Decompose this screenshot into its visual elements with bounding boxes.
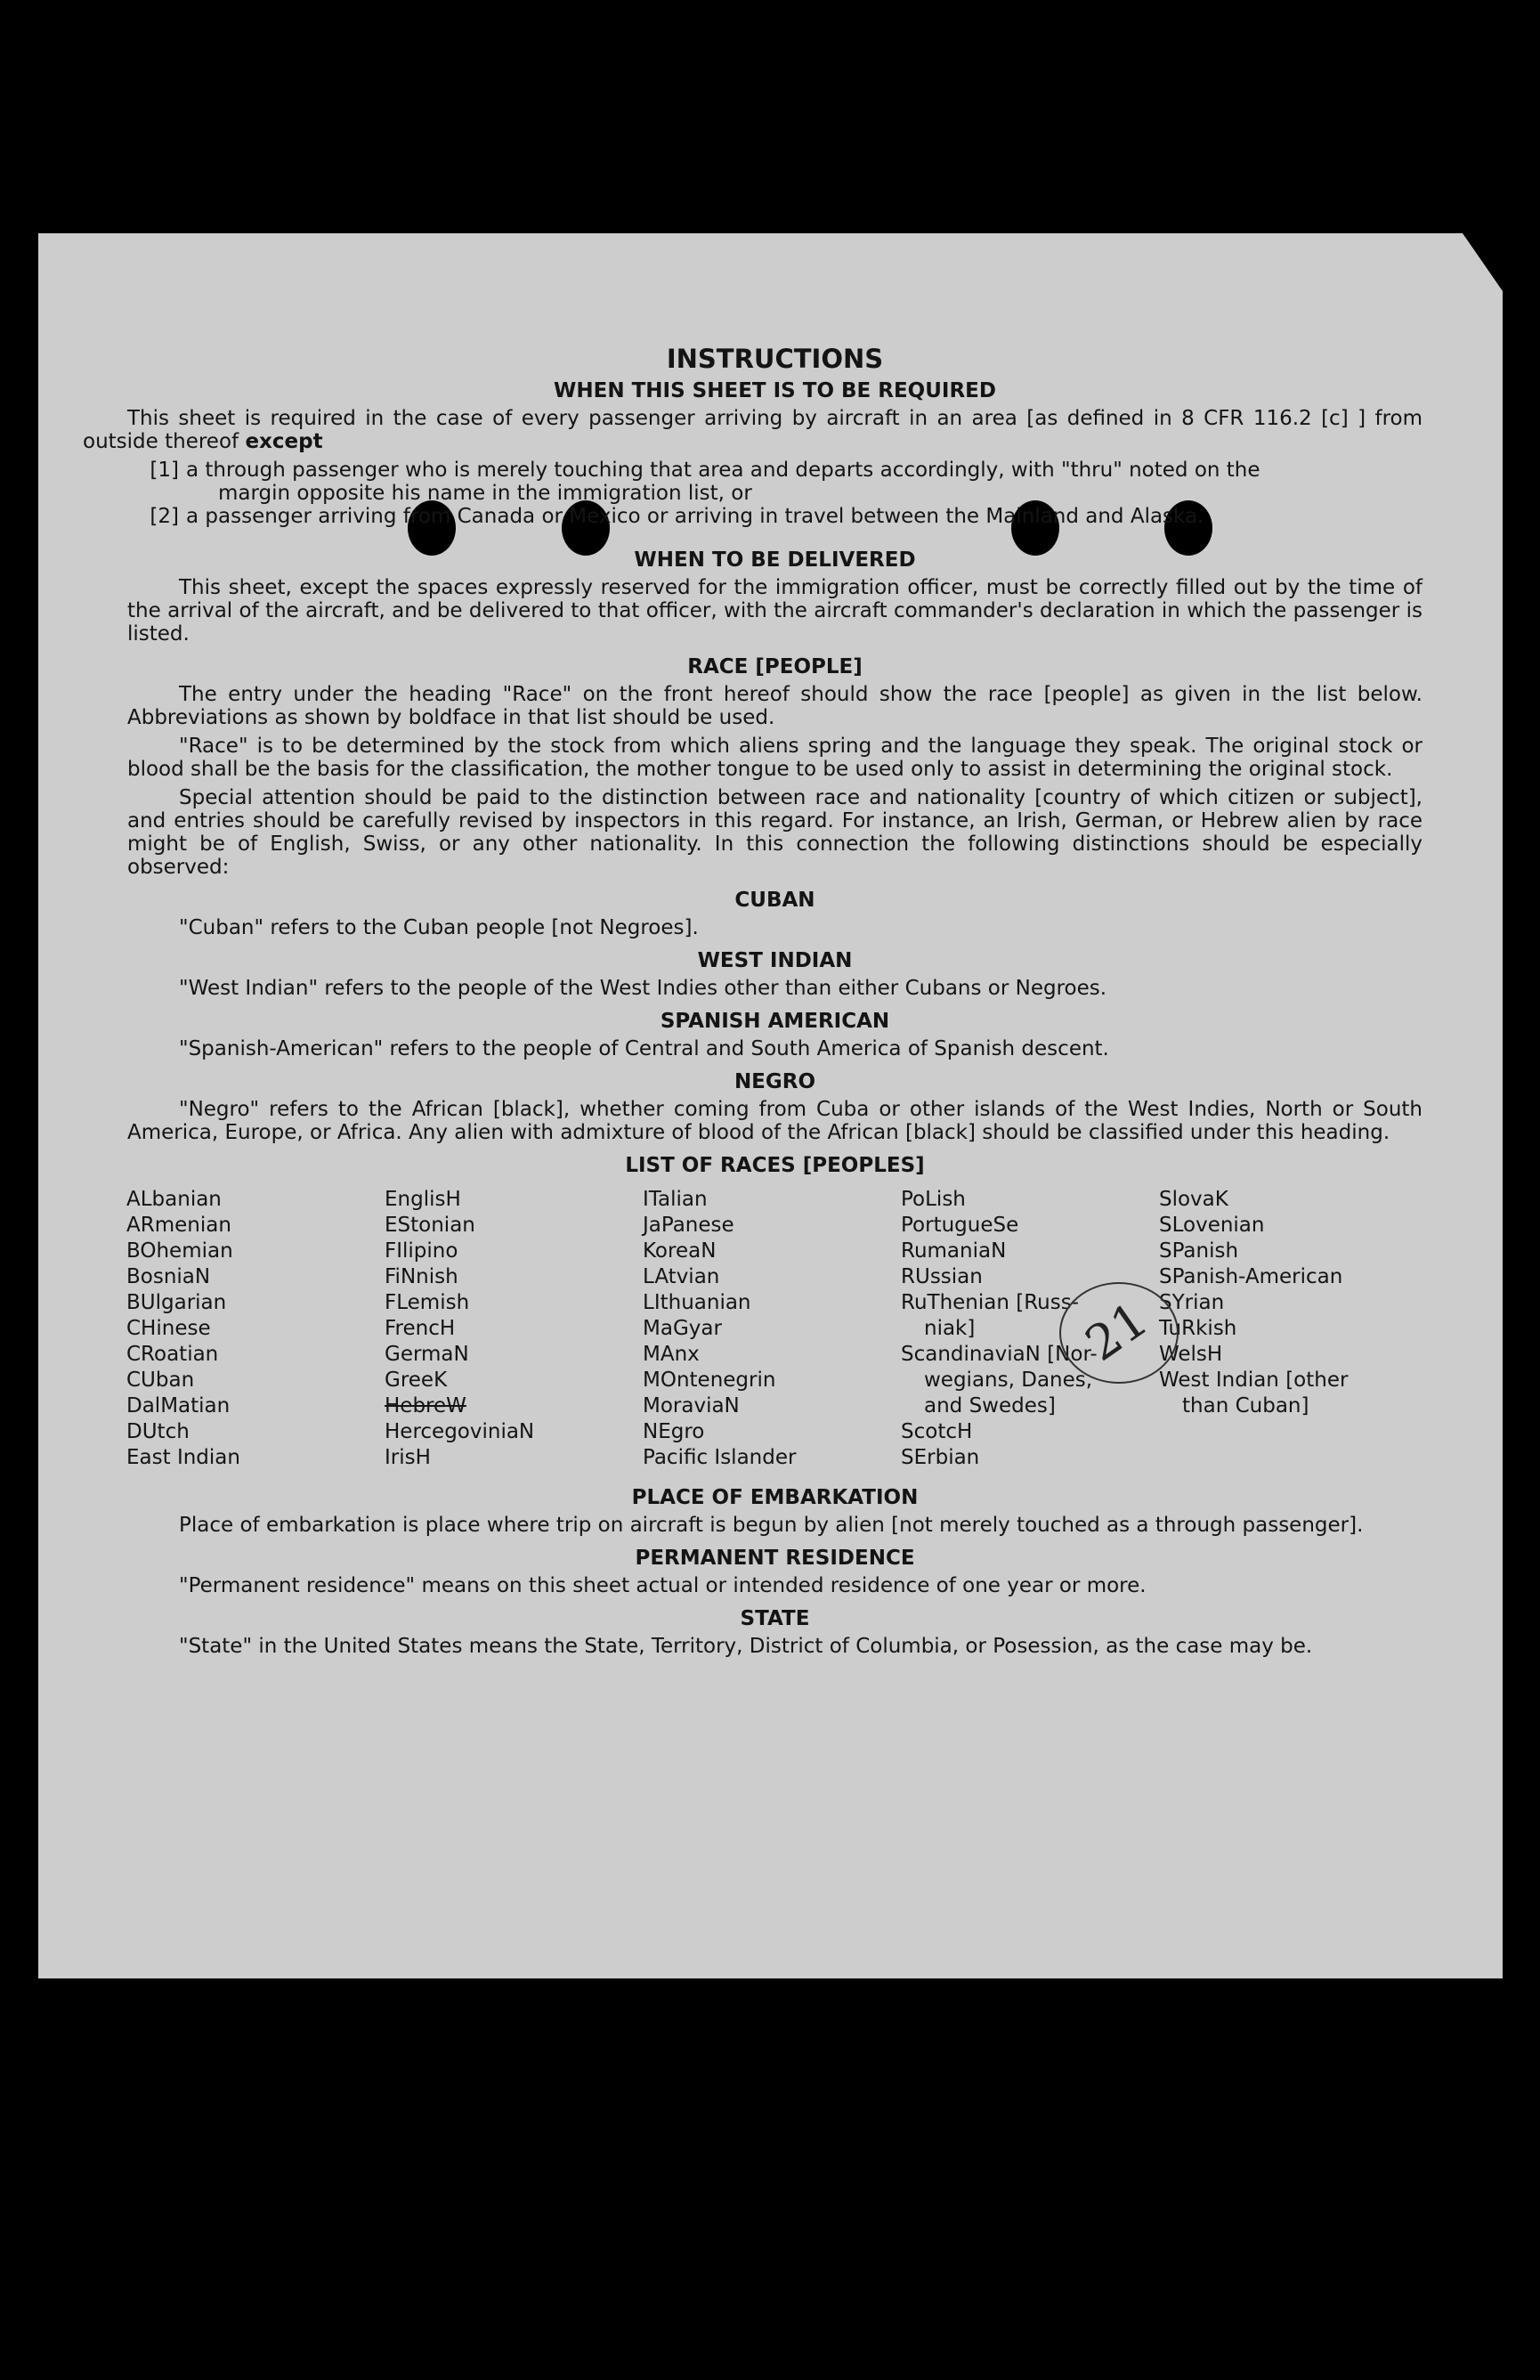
race-item: ScandinaviaN [Nor- bbox=[901, 1343, 1098, 1366]
instructions-content bbox=[83, 343, 1422, 1663]
race-item: WelsH bbox=[1159, 1343, 1223, 1366]
heading-place-of-embarkation: PLACE OF EMBARKATION bbox=[631, 1486, 919, 1509]
race-item: FrencH bbox=[385, 1317, 456, 1340]
race-item: ARmenian bbox=[126, 1214, 231, 1237]
condition-number: [1] bbox=[150, 459, 179, 482]
race-paragraph-1: The entry under the heading "Race" on the front hereof should show the race [people] as given in the list below. Abbreviations as shown by boldface in that list should be used. bbox=[127, 683, 1422, 729]
race-item: BosniaN bbox=[126, 1265, 211, 1288]
heading-list-of-races: LIST OF RACES [PEOPLES] bbox=[625, 1154, 925, 1177]
race-item: HercegoviniaN bbox=[385, 1420, 535, 1443]
race-paragraph-2: "Race" is to be determined by the stock from which aliens spring and the language they speak. The original stock or blood shall be the basis for the classification, the mother tongue to be used only to assist in determining the original stock. bbox=[127, 735, 1422, 781]
race-item: NEgro bbox=[643, 1420, 705, 1443]
heading-west-indian: WEST INDIAN bbox=[697, 949, 853, 972]
race-item: SPanish bbox=[1159, 1239, 1239, 1263]
race-item: RuThenian [Russ- bbox=[901, 1291, 1080, 1314]
required-intro bbox=[83, 407, 1422, 453]
race-item: TuRkish bbox=[1159, 1317, 1237, 1340]
cuban-text: "Cuban" refers to the Cuban people [not Negroes]. bbox=[179, 916, 699, 939]
state-text: "State" in the United States means the State, Territory, District of Columbia, or Posession, as the case may be. bbox=[179, 1635, 1313, 1658]
races-column bbox=[643, 1187, 901, 1471]
spanish-american-text: "Spanish-American" refers to the people of Central and South America of Spanish descent. bbox=[179, 1037, 1109, 1060]
race-item-continued: than Cuban] bbox=[1182, 1394, 1309, 1417]
race-item: BOhemian bbox=[126, 1239, 233, 1263]
race-item: GermaN bbox=[385, 1343, 469, 1366]
race-item-continued: wegians, Danes, bbox=[924, 1369, 1093, 1392]
race-item: MoraviaN bbox=[643, 1394, 740, 1417]
race-item: PortugueSe bbox=[901, 1214, 1019, 1237]
race-item: MAnx bbox=[643, 1343, 700, 1366]
race-item: BUlgarian bbox=[126, 1291, 227, 1314]
except-word: except bbox=[245, 430, 323, 453]
race-item: RUssian bbox=[901, 1265, 983, 1288]
race-item: CHinese bbox=[126, 1317, 211, 1340]
race-item: SLovenian bbox=[1159, 1214, 1265, 1237]
race-paragraph-3: Special attention should be paid to the distinction between race and nationality [country of which citizen or subject], and entries should be carefully revised by inspectors in this regard. For instance, an Irish, German, or Hebrew alien by race might be of English, Swiss, or any other nationality. In this connection the following distinctions should be especially observed: bbox=[127, 786, 1422, 879]
race-item: FIlipino bbox=[385, 1239, 458, 1263]
race-item: CRoatian bbox=[126, 1343, 219, 1366]
race-item: CUban bbox=[126, 1369, 195, 1392]
race-item: West Indian [other bbox=[1159, 1369, 1349, 1392]
race-item: SYrian bbox=[1159, 1291, 1225, 1314]
race-item: LAtvian bbox=[643, 1265, 720, 1288]
condition-text bbox=[186, 459, 1422, 505]
race-item-continued: and Swedes] bbox=[924, 1394, 1056, 1417]
race-item: ScotcH bbox=[901, 1420, 973, 1443]
race-item: PoLish bbox=[901, 1188, 966, 1211]
heading-state: STATE bbox=[740, 1607, 810, 1630]
race-item: JaPanese bbox=[643, 1214, 734, 1237]
heading-permanent-residence: PERMANENT RESIDENCE bbox=[635, 1547, 915, 1570]
race-item: RumaniaN bbox=[901, 1239, 1007, 1263]
condition-text-line: a through passenger who is merely touching that area and departs accordingly, with "thru" noted on the bbox=[186, 459, 1260, 482]
condition-text-continued: margin opposite his name in the immigration list, or bbox=[218, 482, 752, 505]
race-item: Pacific Islander bbox=[643, 1446, 797, 1469]
delivered-text: This sheet, except the spaces expressly reserved for the immigration officer, must be correctly filled out by the time of the arrival of the aircraft, and be delivered to that officer, with the aircraft commander's declaration in which the passenger is listed. bbox=[127, 576, 1422, 646]
race-item: EnglisH bbox=[385, 1188, 461, 1211]
heading-race: RACE [PEOPLE] bbox=[687, 655, 863, 678]
heading-cuban: CUBAN bbox=[734, 889, 815, 912]
race-item: LIthuanian bbox=[643, 1291, 751, 1314]
race-item: SErbian bbox=[901, 1446, 980, 1469]
race-item: FiNnish bbox=[385, 1265, 458, 1288]
handwritten-number-stamp bbox=[1059, 1282, 1179, 1384]
stamp-number: 21 bbox=[1075, 1290, 1158, 1373]
race-item: GreeK bbox=[385, 1369, 448, 1392]
heading-negro: NEGRO bbox=[734, 1070, 816, 1093]
races-column bbox=[385, 1187, 643, 1471]
race-item: MaGyar bbox=[643, 1317, 722, 1340]
race-item: East Indian bbox=[126, 1446, 240, 1469]
race-item: KoreaN bbox=[643, 1239, 717, 1263]
heading-when-delivered: WHEN TO BE DELIVERED bbox=[634, 548, 916, 572]
race-item: SlovaK bbox=[1159, 1188, 1228, 1211]
embarkation-text: Place of embarkation is place where trip on aircraft is begun by alien [not merely touched as a through passenger]. bbox=[179, 1514, 1364, 1537]
heading-spanish-american: SPANISH AMERICAN bbox=[660, 1010, 890, 1033]
race-item: EStonian bbox=[385, 1214, 475, 1237]
condition-item bbox=[127, 505, 1422, 528]
races-column bbox=[126, 1187, 385, 1471]
condition-text: a passenger arriving from Canada or Mexico or arriving in travel between the Mainland and Alaska. bbox=[186, 505, 1204, 528]
race-item: ITalian bbox=[643, 1188, 708, 1211]
race-item-continued: niak] bbox=[924, 1317, 976, 1340]
page-title: INSTRUCTIONS bbox=[666, 344, 884, 374]
west-indian-text: "West Indian" refers to the people of the West Indies other than either Cubans or Negroes. bbox=[179, 977, 1107, 1000]
race-item: DUtch bbox=[126, 1420, 190, 1443]
race-item: FLemish bbox=[385, 1291, 470, 1314]
races-list bbox=[126, 1187, 1422, 1471]
negro-text: "Negro" refers to the African [black], whether coming from Cuba or other islands of the West Indies, North or South America, Europe, or Africa. Any alien with admixture of blood of the African [black] should be classified under this heading. bbox=[127, 1098, 1422, 1144]
race-item: ALbanian bbox=[126, 1188, 222, 1211]
condition-number: [2] bbox=[150, 505, 179, 528]
races-column bbox=[1159, 1187, 1426, 1471]
race-item: DalMatian bbox=[126, 1394, 231, 1417]
condition-item bbox=[127, 459, 1422, 505]
race-item-struck: HebreW bbox=[385, 1394, 466, 1417]
race-item: SPanish-American bbox=[1159, 1265, 1343, 1288]
race-item: IrisH bbox=[385, 1446, 431, 1469]
required-intro-text: This sheet is required in the case of every passenger arriving by aircraft in an area [as defined in 8 CFR 116.2 [c] ] from outside thereof bbox=[83, 407, 1422, 453]
heading-when-required: WHEN THIS SHEET IS TO BE REQUIRED bbox=[554, 379, 996, 402]
residence-text: "Permanent residence" means on this sheet actual or intended residence of one year or more. bbox=[179, 1574, 1147, 1597]
race-item: MOntenegrin bbox=[643, 1369, 776, 1392]
